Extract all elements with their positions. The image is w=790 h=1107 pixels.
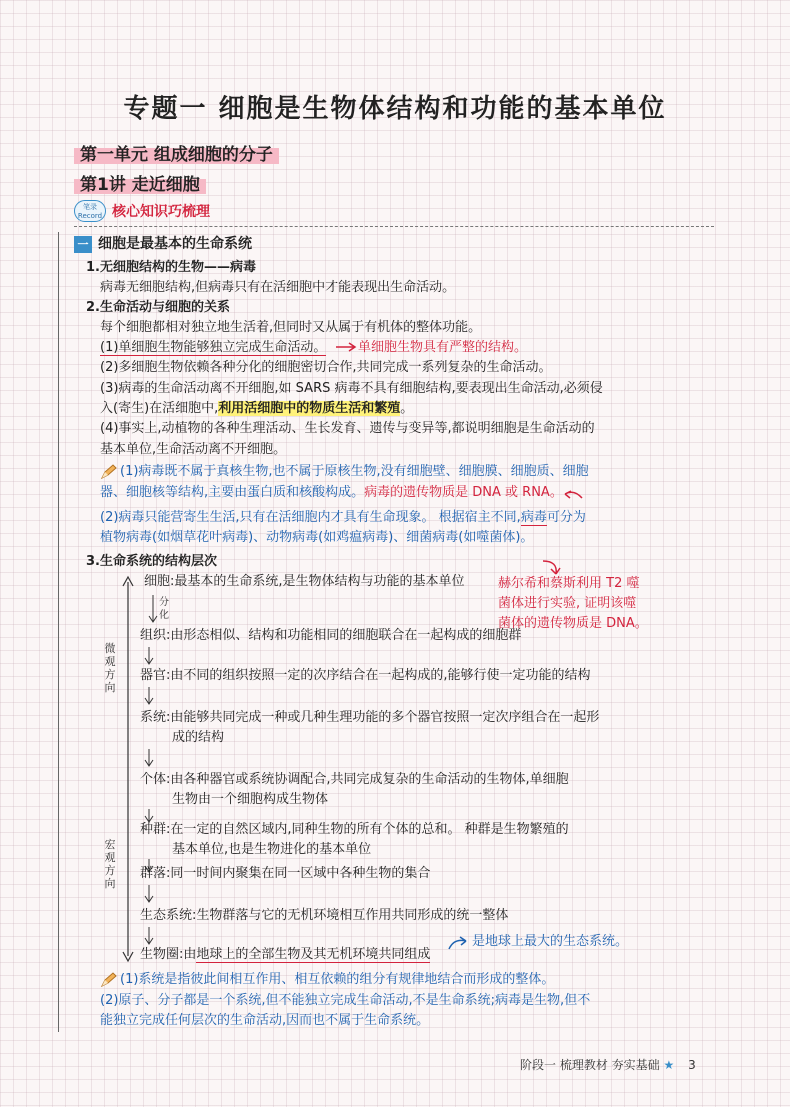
red-note-line1: 赫尔希和蔡斯利用 T2 噬: [498, 576, 640, 591]
point2-item1-note: 单细胞生物具有严整的结构。: [358, 340, 528, 355]
note2-line1-post: 可分为: [546, 510, 586, 525]
curved-arrow-icon: [446, 934, 470, 952]
micro-direction-label: 微观方向: [104, 642, 116, 694]
level-tissue: 组织:由形态相似、结构和功能相同的细胞联合在一起构成的细胞群: [140, 628, 522, 643]
level-organ: 器官:由不同的组织按照一定的次序结合在一起构成的,能够行使一定功能的结构: [140, 668, 591, 683]
margin-line: [58, 232, 59, 1032]
page-title: 专题一 细胞是生物体结构和功能的基本单位: [123, 94, 667, 124]
level-biosphere: [140, 945, 430, 965]
part-title: 细胞是最基本的生命系统: [98, 236, 252, 252]
point2-item1: [100, 338, 326, 358]
level-ecosystem: 生态系统:生物群落与它的无机环境相互作用共同形成的统一整体: [140, 908, 509, 923]
note2-line1-pre: (2)病毒只能营寄生生活,只有在活细胞内才具有生命现象。 根据宿主不同,: [100, 510, 521, 525]
badge-bottom-text: Record: [77, 212, 103, 220]
note1-line2: [100, 483, 563, 503]
biosphere-note: 是地球上最大的生态系统。: [472, 934, 629, 949]
pen-icon: [100, 464, 118, 480]
point2-item4a: (4)事实上,动植物的各种生理活动、生长发育、遗传与变异等,都说明细胞是生命活动的: [100, 421, 595, 436]
point2-item3b-pre: 入(寄生)在活细胞中,: [100, 401, 219, 416]
footer-text: 阶段一 梳理教材 夯实基础: [520, 1058, 660, 1072]
unit-heading: 第一单元 组成细胞的分子: [74, 138, 279, 166]
point2-item3a: (3)病毒的生命活动离不开细胞,如 SARS 病毒不具有细胞结构,要表现出生命活动,必须侵: [100, 381, 603, 396]
down-arrow-icon: [144, 646, 154, 666]
red-note-line2: 菌体进行实验, 证明该噬: [498, 596, 637, 611]
star-icon: ★: [663, 1058, 675, 1072]
point2-item3b-post: 。: [400, 401, 414, 416]
point2-item3b: [100, 399, 413, 419]
level-community: 群落:同一时间内聚集在同一区域中各种生物的集合: [140, 866, 431, 881]
point2-intro: 每个细胞都相对独立地生活着,但同时又从属于有机体的整体功能。: [100, 320, 482, 335]
note1-line2-pre: 器、细胞核等结构,主要由蛋白质和核酸构成。: [100, 485, 365, 500]
point1-text: 病毒无细胞结构,但病毒只有在活细胞中才能表现出生命活动。: [100, 280, 456, 295]
down-arrow-icon: [144, 686, 154, 706]
page-footer: [520, 1056, 696, 1073]
level-population-a: 种群:在一定的自然区域内,同种生物的所有个体的总和。 种群是生物繁殖的: [140, 822, 569, 837]
note2-line2: 植物病毒(如烟草花叶病毒)、动物病毒(如鸡瘟病毒)、细菌病毒(如噬菌体)。: [100, 530, 534, 545]
direction-arrow-icon: [120, 574, 136, 964]
badge-top-text: 笔录: [83, 203, 97, 211]
note3-line2: (2)原子、分子都是一个系统,但不能独立完成生命活动,不是生命系统;病毒是生物,但不: [100, 993, 591, 1008]
point2-item2: (2)多细胞生物依赖各种分化的细胞密切合作,共同完成一系列复杂的生命活动。: [100, 360, 552, 375]
point2-title: 2.生命活动与细胞的关系: [86, 300, 230, 315]
level-system-a: 系统:由能够共同完成一种或几种生理功能的多个器官按照一定次序组合在一起形: [140, 710, 600, 725]
note3-line1: (1)系统是指彼此间相互作用、相互依赖的组分有规律地结合而形成的整体。: [120, 972, 555, 987]
red-note-line3: 菌体的遗传物质是 DNA。: [498, 616, 648, 631]
lecture-heading: 第1讲 走近细胞: [74, 168, 206, 196]
record-badge-icon: [74, 200, 106, 222]
page-number: 3: [688, 1058, 696, 1072]
arrow-icon: [334, 340, 358, 354]
curved-arrow-icon: [562, 487, 586, 501]
note2-ul: 病毒: [520, 510, 547, 525]
note3-line3: 能独立完成任何层次的生命活动,因而也不属于生命系统。: [100, 1013, 430, 1028]
macro-direction-label: 宏观方向: [104, 838, 116, 890]
down-arrow-icon: [148, 594, 158, 624]
note1-red: 病毒的遗传物质是 DNA 或 RNA。: [364, 485, 563, 500]
differentiation-label: 分化: [159, 597, 169, 621]
note1-line1: (1)病毒既不属于真核生物,也不属于原核生物,没有细胞壁、细胞膜、细胞质、细胞: [120, 464, 589, 479]
biosphere-underlined: 地球上的全部生物及其无机环境共同组成: [196, 947, 431, 962]
point1-title: 1.无细胞结构的生物——病毒: [86, 260, 256, 275]
note2-line1: [100, 508, 586, 528]
part-marker-icon: 一: [74, 236, 92, 253]
level-cell: 细胞:最基本的生命系统,是生物体结构与功能的基本单位: [144, 574, 465, 589]
level-individual-b: 生物由一个细胞构成生物体: [172, 792, 329, 807]
biosphere-pre: 生物圈:由: [140, 947, 197, 962]
pen-icon: [100, 972, 118, 988]
point2-item4b: 基本单位,生命活动离不开细胞。: [100, 442, 287, 457]
level-system-b: 成的结构: [172, 730, 225, 745]
point2-item1-text: (1)单细胞生物能够独立完成生命活动。: [100, 340, 327, 355]
down-arrow-icon: [144, 926, 154, 946]
level-population-b: 基本单位,也是生物进化的基本单位: [172, 842, 372, 857]
level-individual-a: 个体:由各种器官或系统协调配合,共同完成复杂的生命活动的生物体,单细胞: [140, 772, 569, 787]
dashed-divider: [74, 226, 714, 227]
down-arrow-icon: [144, 748, 154, 768]
down-arrow-icon: [144, 884, 154, 904]
highlight-text: 利用活细胞中的物质生活和繁殖: [218, 401, 401, 416]
point3-title: 3.生命系统的结构层次: [86, 554, 217, 569]
section-heading: 核心知识巧梳理: [112, 204, 210, 220]
